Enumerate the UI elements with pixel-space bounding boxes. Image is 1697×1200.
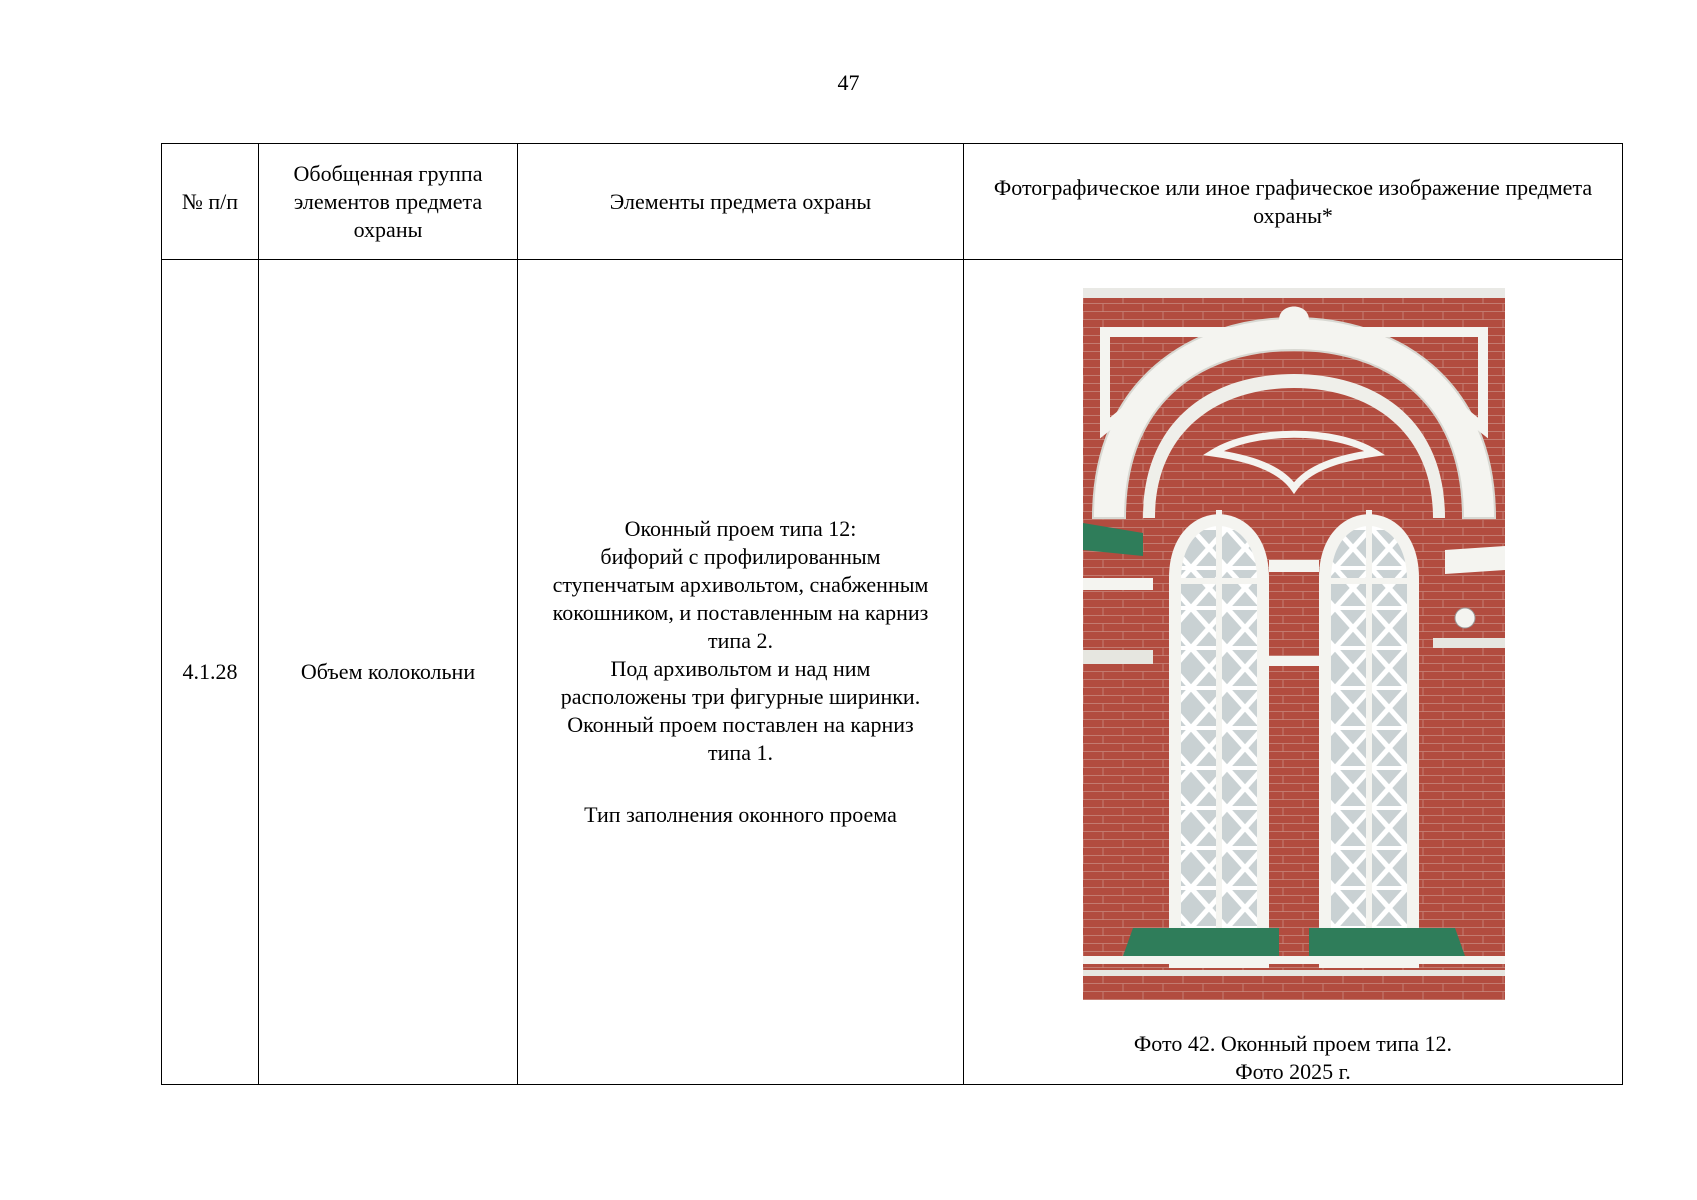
- description-spacer: [526, 767, 955, 801]
- header-group: Обобщенная группа элементов предмета охраны: [259, 144, 518, 260]
- row-group: Объем колокольни: [259, 260, 518, 1085]
- photo-caption: [964, 1030, 1622, 1086]
- header-photo: Фотографическое или иное графическое изображение предмета охраны*: [964, 144, 1623, 260]
- row-description: [518, 260, 964, 1085]
- description-line: типа 1.: [708, 740, 773, 765]
- photo-caption-line: Фото 42. Оконный проем типа 12.: [1133, 1031, 1453, 1056]
- description-line: бифорий с профилированным: [600, 544, 881, 569]
- row-number: 4.1.28: [162, 260, 259, 1085]
- table-header-row: [162, 144, 1623, 260]
- description-line: расположены три фигурные ширинки.: [560, 684, 921, 709]
- description-line: Тип заполнения оконного проема: [584, 802, 897, 827]
- window-photo: [1083, 288, 1505, 1000]
- description-line: типа 2.: [708, 628, 773, 653]
- header-number: № п/п: [162, 144, 259, 260]
- heritage-elements-table: [161, 143, 1623, 1085]
- description-line: Оконный проем поставлен на карниз: [567, 712, 914, 737]
- description-line: ступенчатым архивольтом, снабженным: [552, 572, 929, 597]
- header-elements: Элементы предмета охраны: [518, 144, 964, 260]
- description-line: Оконный проем типа 12:: [624, 516, 857, 541]
- table-row: [162, 260, 1623, 1085]
- photo-caption-line: Фото 2025 г.: [1235, 1059, 1351, 1084]
- description-line: кокошником, и поставленным на карниз: [552, 600, 929, 625]
- window-photo-image: [1083, 288, 1505, 1000]
- row-photo: [964, 260, 1623, 1085]
- page-number: 47: [837, 70, 860, 95]
- description-line: Под архивольтом и над ним: [610, 656, 871, 681]
